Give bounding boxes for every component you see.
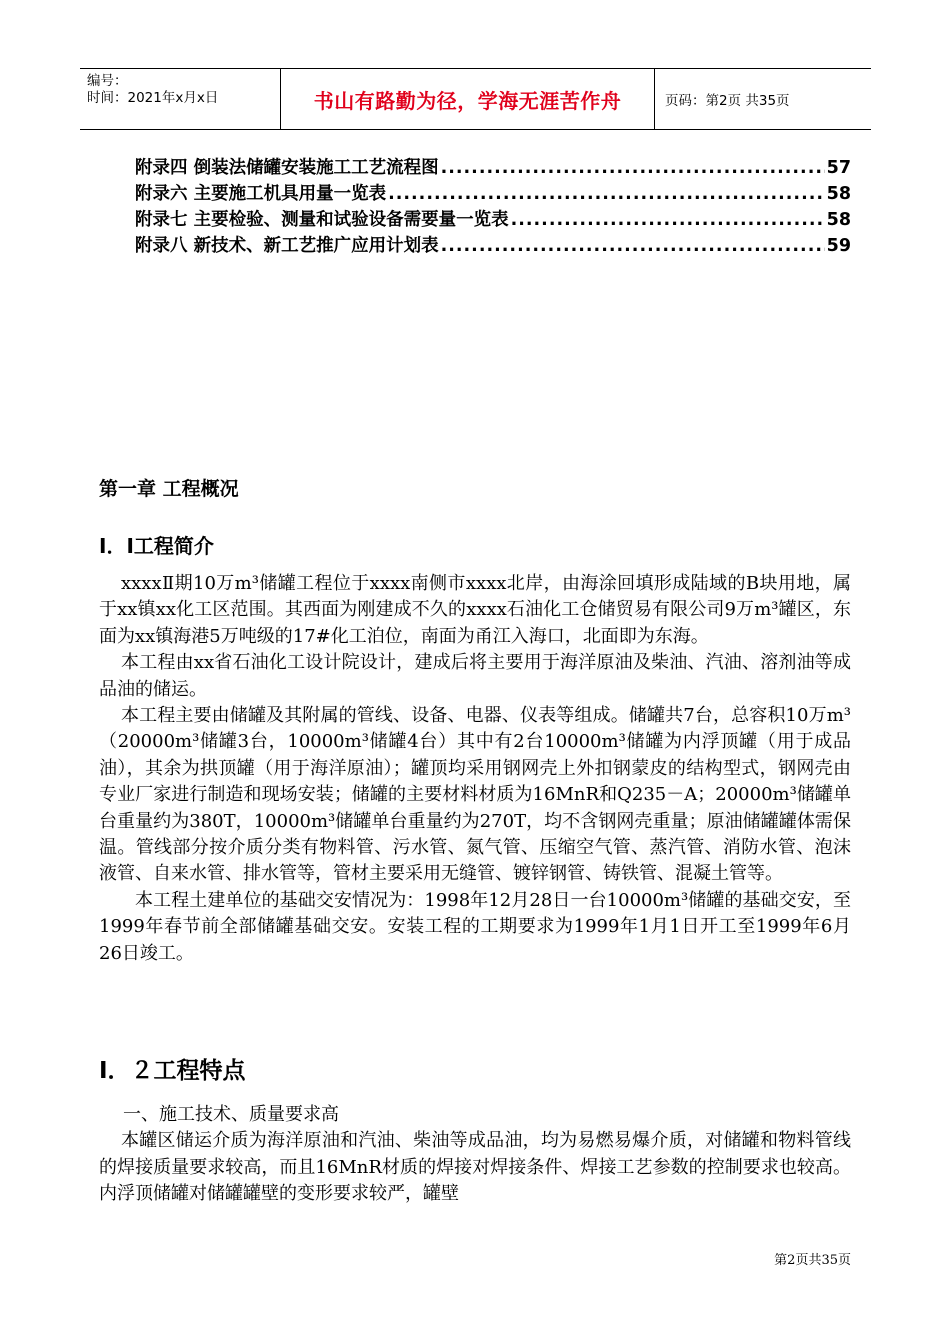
header-motto: 书山有路勤为径，学海无涯苦作舟 [281,69,655,129]
toc-leader [441,233,825,259]
chapter-title: 第一章 工程概况 [99,478,239,500]
toc-entry-page: 58 [826,210,851,230]
toc-entry[interactable] [135,233,851,259]
paragraph: 本工程土建单位的基础交安情况为：1998年12月28日一台10000m³储罐的基础交安，至1999年春节前全部储罐基础交安。安装工程的工期要求为1999年1月1日开工至1999年6月26日竣工。 [99,889,851,964]
toc-entry[interactable] [135,207,851,233]
toc-leader [388,181,825,207]
paragraph: 本工程由xx省石油化工设计院设计，建成后将主要用于海洋原油及柴油、汽油、溶剂油等成品油的储运。 [99,652,851,700]
toc-leader [441,155,825,181]
toc-entry-label: 附录四 倒装法储罐安装施工工艺流程图 [135,158,439,178]
toc-entry-page: 59 [826,236,851,256]
page-footer: 第2页共35页 [774,1253,851,1268]
toc-entry-label: 附录六 主要施工机具用量一览表 [135,184,387,204]
paragraph: 本罐区储运介质为海洋原油和汽油、柴油等成品油，均为易燃易爆介质，对储罐和物料管线的焊接质量要求较高，而且16MnR材质的焊接对焊接条件、焊接工艺参数的控制要求也较高。内浮顶储罐对储罐罐壁的变形要求较严，罐壁 [99,1130,851,1205]
header-number: 编号： [87,73,128,89]
section-body-overview [99,571,851,967]
page-header [80,68,871,130]
header-page-info: 页码：第2页 共35页 [665,93,790,109]
paragraph: xxxxⅡ期10万m³储罐工程位于xxxx南侧市xxxx北岸，由海涂回填形成陆域的B块用地，属于xx镇xx化工区范围。其西面为刚建成不久的xxxx石油化工仓储贸易有限公司9万m³罐区，东面为xx镇海港5万吨级的17#化工泊位，南面为甬江入海口，北面即为东海。 [99,573,851,647]
section-title-features: I．２工程特点 [99,1058,246,1084]
toc-entry[interactable] [135,181,851,207]
toc-entry-label: 附录八 新技术、新工艺推广应用计划表 [135,236,439,256]
subheading: 一、施工技术、质量要求高 [123,1104,339,1125]
table-of-contents [135,155,851,259]
section-body-features [99,1102,851,1208]
header-meta [80,69,281,129]
header-time: 时间：2021年x月x日 [87,90,219,106]
section-title-overview: I．I工程简介 [99,534,214,558]
toc-entry-label: 附录七 主要检验、测量和试验设备需要量一览表 [135,210,509,230]
toc-entry-page: 58 [826,184,851,204]
toc-entry[interactable] [135,155,851,181]
toc-leader [511,207,825,233]
paragraph: 本工程主要由储罐及其附属的管线、设备、电器、仪表等组成。储罐共7台，总容积10万m³（20000m³储罐3台，10000m³储罐4台）其中有2台10000m³储罐为内浮顶罐（用于成品油），其余为拱顶罐（用于海洋原油）；罐顶均采用钢网壳上外扣钢蒙皮的结构型式，钢网壳由专业厂家进行制造和现场安装；储罐的主要材料材质为16MnR和Q235－A；20000m³储罐单台重量约为380T，10000m³储罐单台重量约为270T，均不含钢网壳重量；原油储罐罐体需保温。管线部分按介质分类有物料管、污水管、氮气管、压缩空气管、蒸汽管、消防水管、泡沫液管、自来水管、排水管等，管材主要采用无缝管、镀锌钢管、铸铁管、混凝土管等。 [99,705,851,885]
toc-entry-page: 57 [826,158,851,178]
